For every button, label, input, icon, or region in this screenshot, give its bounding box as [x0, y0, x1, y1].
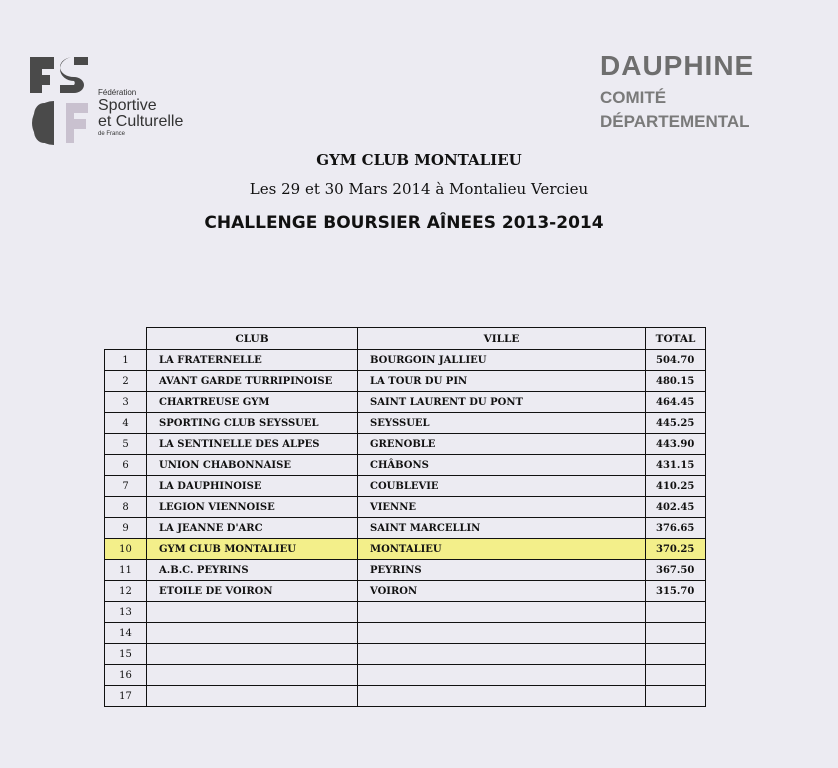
ville-cell: MONTALIEU [358, 539, 646, 560]
total-cell: 480.15 [646, 371, 706, 392]
results-body [105, 350, 706, 707]
rank-cell: 8 [105, 497, 147, 518]
ville-cell [358, 623, 646, 644]
ville-cell: LA TOUR DU PIN [358, 371, 646, 392]
ville-cell: SAINT LAURENT DU PONT [358, 392, 646, 413]
table-row [105, 581, 706, 602]
total-cell: 504.70 [646, 350, 706, 371]
rank-cell: 14 [105, 623, 147, 644]
total-cell: 367.50 [646, 560, 706, 581]
club-cell [147, 686, 358, 707]
table-row [105, 686, 706, 707]
header-club: CLUB [147, 328, 358, 350]
table-row [105, 371, 706, 392]
club-cell [147, 602, 358, 623]
rank-cell: 12 [105, 581, 147, 602]
table-row [105, 455, 706, 476]
table-row [105, 434, 706, 455]
ville-cell [358, 665, 646, 686]
rank-cell: 3 [105, 392, 147, 413]
ville-cell: BOURGOIN JALLIEU [358, 350, 646, 371]
header-rank-empty [105, 328, 147, 350]
table-row [105, 392, 706, 413]
club-cell: UNION CHABONNAISE [147, 455, 358, 476]
table-row [105, 644, 706, 665]
table-row [105, 497, 706, 518]
club-cell: LA JEANNE D'ARC [147, 518, 358, 539]
rank-cell: 4 [105, 413, 147, 434]
results-table [104, 327, 706, 707]
committee-line-1: COMITÉ [600, 88, 667, 107]
club-cell [147, 623, 358, 644]
rank-cell: 11 [105, 560, 147, 581]
logo-line-tiny: de France [98, 131, 126, 137]
club-cell: CHARTREUSE GYM [147, 392, 358, 413]
ville-cell: COUBLEVIE [358, 476, 646, 497]
club-cell: ETOILE DE VOIRON [147, 581, 358, 602]
logo-line-small: Fédération [98, 88, 137, 97]
club-cell: A.B.C. PEYRINS [147, 560, 358, 581]
fscf-logo-text [98, 89, 183, 137]
total-cell: 370.25 [646, 539, 706, 560]
rank-cell: 6 [105, 455, 147, 476]
rank-cell: 13 [105, 602, 147, 623]
table-row [105, 560, 706, 581]
total-cell: 431.15 [646, 455, 706, 476]
fscf-logo [30, 55, 210, 150]
table-row [105, 476, 706, 497]
table-row [105, 350, 706, 371]
rank-cell: 2 [105, 371, 147, 392]
ville-cell: CHÂBONS [358, 455, 646, 476]
total-cell: 315.70 [646, 581, 706, 602]
ville-cell: VOIRON [358, 581, 646, 602]
total-cell: 445.25 [646, 413, 706, 434]
ville-cell [358, 644, 646, 665]
club-cell: LA FRATERNELLE [147, 350, 358, 371]
header-ville: VILLE [358, 328, 646, 350]
club-cell [147, 665, 358, 686]
total-cell: 402.45 [646, 497, 706, 518]
table-row [105, 602, 706, 623]
header-total: TOTAL [646, 328, 706, 350]
logo-line-1: Sportive [98, 97, 157, 114]
ville-cell: VIENNE [358, 497, 646, 518]
committee-name: DAUPHINE [600, 50, 755, 81]
fscf-logo-mark-icon [30, 55, 92, 147]
rank-cell: 15 [105, 644, 147, 665]
heading-dates: Les 29 et 30 Mars 2014 à Montalieu Vercieu [249, 180, 589, 198]
total-cell [646, 644, 706, 665]
total-cell [646, 623, 706, 644]
ville-cell: SEYSSUEL [358, 413, 646, 434]
committee-line-2: DÉPARTEMENTAL [600, 112, 750, 131]
total-cell: 376.65 [646, 518, 706, 539]
ville-cell [358, 602, 646, 623]
club-cell: LEGION VIENNOISE [147, 497, 358, 518]
club-cell [147, 644, 358, 665]
total-cell [646, 602, 706, 623]
rank-cell: 9 [105, 518, 147, 539]
heading-challenge: CHALLENGE BOURSIER AÎNEES 2013-2014 [204, 213, 604, 233]
total-cell: 410.25 [646, 476, 706, 497]
ville-cell: GRENOBLE [358, 434, 646, 455]
table-row [105, 539, 706, 560]
rank-cell: 1 [105, 350, 147, 371]
rank-cell: 16 [105, 665, 147, 686]
total-cell: 443.90 [646, 434, 706, 455]
club-cell: SPORTING CLUB SEYSSUEL [147, 413, 358, 434]
table-header-row [105, 328, 706, 350]
club-cell: LA DAUPHINOISE [147, 476, 358, 497]
ville-cell [358, 686, 646, 707]
rank-cell: 7 [105, 476, 147, 497]
table-row [105, 413, 706, 434]
heading-club: GYM CLUB MONTALIEU [316, 151, 522, 169]
table-row [105, 623, 706, 644]
total-cell [646, 665, 706, 686]
club-cell: LA SENTINELLE DES ALPES [147, 434, 358, 455]
rank-cell: 5 [105, 434, 147, 455]
total-cell [646, 686, 706, 707]
club-cell: GYM CLUB MONTALIEU [147, 539, 358, 560]
table-row [105, 665, 706, 686]
rank-cell: 17 [105, 686, 147, 707]
committee-block [600, 50, 754, 132]
club-cell: AVANT GARDE TURRIPINOISE [147, 371, 358, 392]
ville-cell: SAINT MARCELLIN [358, 518, 646, 539]
ville-cell: PEYRINS [358, 560, 646, 581]
table-row [105, 518, 706, 539]
rank-cell: 10 [105, 539, 147, 560]
logo-line-2: et Culturelle [98, 113, 184, 130]
total-cell: 464.45 [646, 392, 706, 413]
